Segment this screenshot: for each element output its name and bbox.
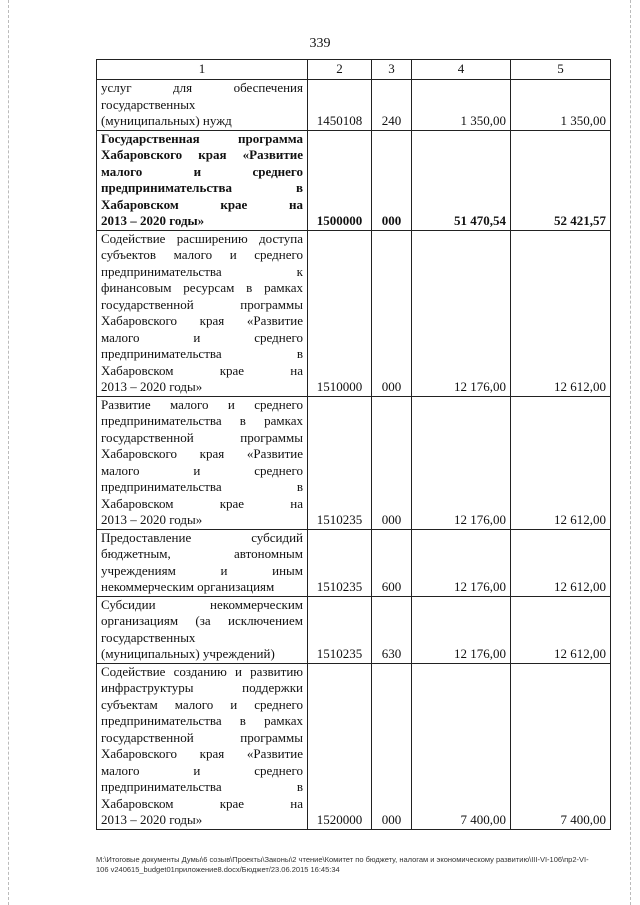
description-line: предпринимательства в — [101, 779, 303, 794]
description-line: предпринимательства в — [101, 346, 303, 361]
row-value-4: 12 176,00 — [412, 596, 511, 663]
description-line: 2013 – 2020 годы» — [101, 812, 203, 827]
row-code: 1510235 — [308, 396, 372, 529]
row-description — [97, 663, 308, 829]
description-line: услуг для обеспечения — [101, 80, 303, 95]
description-line: Содействие созданию и развитию — [101, 663, 303, 679]
description-line: предпринимательства в рамках — [101, 413, 303, 428]
row-value-4: 12 176,00 — [412, 230, 511, 396]
row-description — [97, 80, 308, 131]
row-code: 1510235 — [308, 529, 372, 596]
description-line: государственной программы — [101, 296, 303, 312]
description-line: Содействие расширению доступа — [101, 230, 303, 246]
description-line: (муниципальных) учреждений) — [101, 646, 275, 661]
footer-line-1: M:\Итоговые документы Думы\6 созыв\Проекты\Законы\2 чтение\Комитет по бюджету, налогам и экономическому развитию\III-VI-106\пр2-VI- — [96, 855, 589, 864]
row-type: 600 — [372, 529, 412, 596]
description-line: организациям (за исключением — [101, 613, 303, 628]
table-row — [97, 130, 611, 230]
header-col-3: 3 — [372, 60, 412, 80]
description-line: (муниципальных) нужд — [101, 113, 232, 128]
description-line: Хабаровского края «Развитие — [101, 313, 303, 328]
description-line: 2013 – 2020 годы» — [101, 213, 205, 228]
description-line: государственной программы — [101, 729, 303, 745]
row-description — [97, 230, 308, 396]
page-number: 339 — [309, 36, 331, 51]
description-line: малого и среднего — [101, 762, 303, 778]
description-line: государственной программы — [101, 429, 303, 445]
row-type: 000 — [372, 396, 412, 529]
table-row — [97, 663, 611, 829]
row-code: 1500000 — [308, 130, 372, 230]
row-value-5: 12 612,00 — [511, 596, 611, 663]
description-line: бюджетным, автономным — [101, 546, 303, 561]
row-description — [97, 396, 308, 529]
table-header-row — [97, 60, 611, 80]
row-value-4: 1 350,00 — [412, 80, 511, 131]
header-col-2: 2 — [308, 60, 372, 80]
row-value-5: 12 612,00 — [511, 396, 611, 529]
description-line: 2013 – 2020 годы» — [101, 379, 203, 394]
row-value-5: 1 350,00 — [511, 80, 611, 131]
description-line: предпринимательства к — [101, 263, 303, 279]
description-line: предпринимательства в рамках — [101, 713, 303, 728]
row-value-4: 51 470,54 — [412, 130, 511, 230]
description-line: Предоставление субсидий — [101, 529, 303, 545]
row-value-4: 7 400,00 — [412, 663, 511, 829]
row-value-4: 12 176,00 — [412, 396, 511, 529]
file-path-footer — [96, 855, 616, 875]
description-line: финансовым ресурсам в рамках — [101, 280, 303, 295]
description-line: малого и среднего — [101, 329, 303, 345]
description-line: Государственная программа — [101, 130, 303, 146]
budget-table — [96, 59, 611, 830]
description-line: субъектам малого и среднего — [101, 696, 303, 712]
description-line: малого и среднего — [101, 462, 303, 478]
row-type: 000 — [372, 663, 412, 829]
description-line: Субсидии некоммерческим — [101, 596, 303, 612]
row-type: 000 — [372, 130, 412, 230]
description-line: инфраструктуры поддержки — [101, 680, 303, 695]
table-row — [97, 80, 611, 131]
description-line: субъектов малого и среднего — [101, 247, 303, 262]
row-type: 240 — [372, 80, 412, 131]
description-line: 2013 – 2020 годы» — [101, 512, 203, 527]
description-line: Хабаровского края «Развитие — [101, 746, 303, 761]
row-code: 1520000 — [308, 663, 372, 829]
row-code: 1510235 — [308, 596, 372, 663]
row-description — [97, 529, 308, 596]
table-row — [97, 230, 611, 396]
description-line: малого и среднего — [101, 163, 303, 179]
header-col-5: 5 — [511, 60, 611, 80]
row-value-5: 7 400,00 — [511, 663, 611, 829]
description-line: Хабаровского края «Развитие — [101, 446, 303, 461]
table-row — [97, 396, 611, 529]
description-line: Хабаровском крае на — [101, 196, 303, 212]
description-line: учреждениям и иным — [101, 562, 303, 578]
left-margin-line — [8, 0, 9, 905]
description-line: государственных — [101, 629, 196, 645]
row-description — [97, 130, 308, 230]
row-value-5: 12 612,00 — [511, 529, 611, 596]
description-line: предпринимательства в — [101, 479, 303, 494]
row-code: 1510000 — [308, 230, 372, 396]
description-line: Хабаровском крае на — [101, 362, 303, 378]
description-line: некоммерческим организациям — [101, 579, 275, 594]
table-row — [97, 529, 611, 596]
description-line: Хабаровском крае на — [101, 495, 303, 511]
row-code: 1450108 — [308, 80, 372, 131]
row-value-5: 12 612,00 — [511, 230, 611, 396]
description-line: предпринимательства в — [101, 180, 303, 195]
row-type: 630 — [372, 596, 412, 663]
description-line: государственных — [101, 96, 196, 112]
row-type: 000 — [372, 230, 412, 396]
footer-line-2: 106 v240615_budget01приложение8.docx/Бюджет/23.06.2015 16:45:34 — [96, 865, 340, 874]
row-value-5: 52 421,57 — [511, 130, 611, 230]
right-margin-line — [630, 0, 631, 905]
header-col-1: 1 — [97, 60, 308, 80]
description-line: Развитие малого и среднего — [101, 396, 303, 412]
table-row — [97, 596, 611, 663]
description-line: Хабаровском крае на — [101, 795, 303, 811]
header-col-4: 4 — [412, 60, 511, 80]
row-description — [97, 596, 308, 663]
row-value-4: 12 176,00 — [412, 529, 511, 596]
description-line: Хабаровского края «Развитие — [101, 147, 303, 162]
